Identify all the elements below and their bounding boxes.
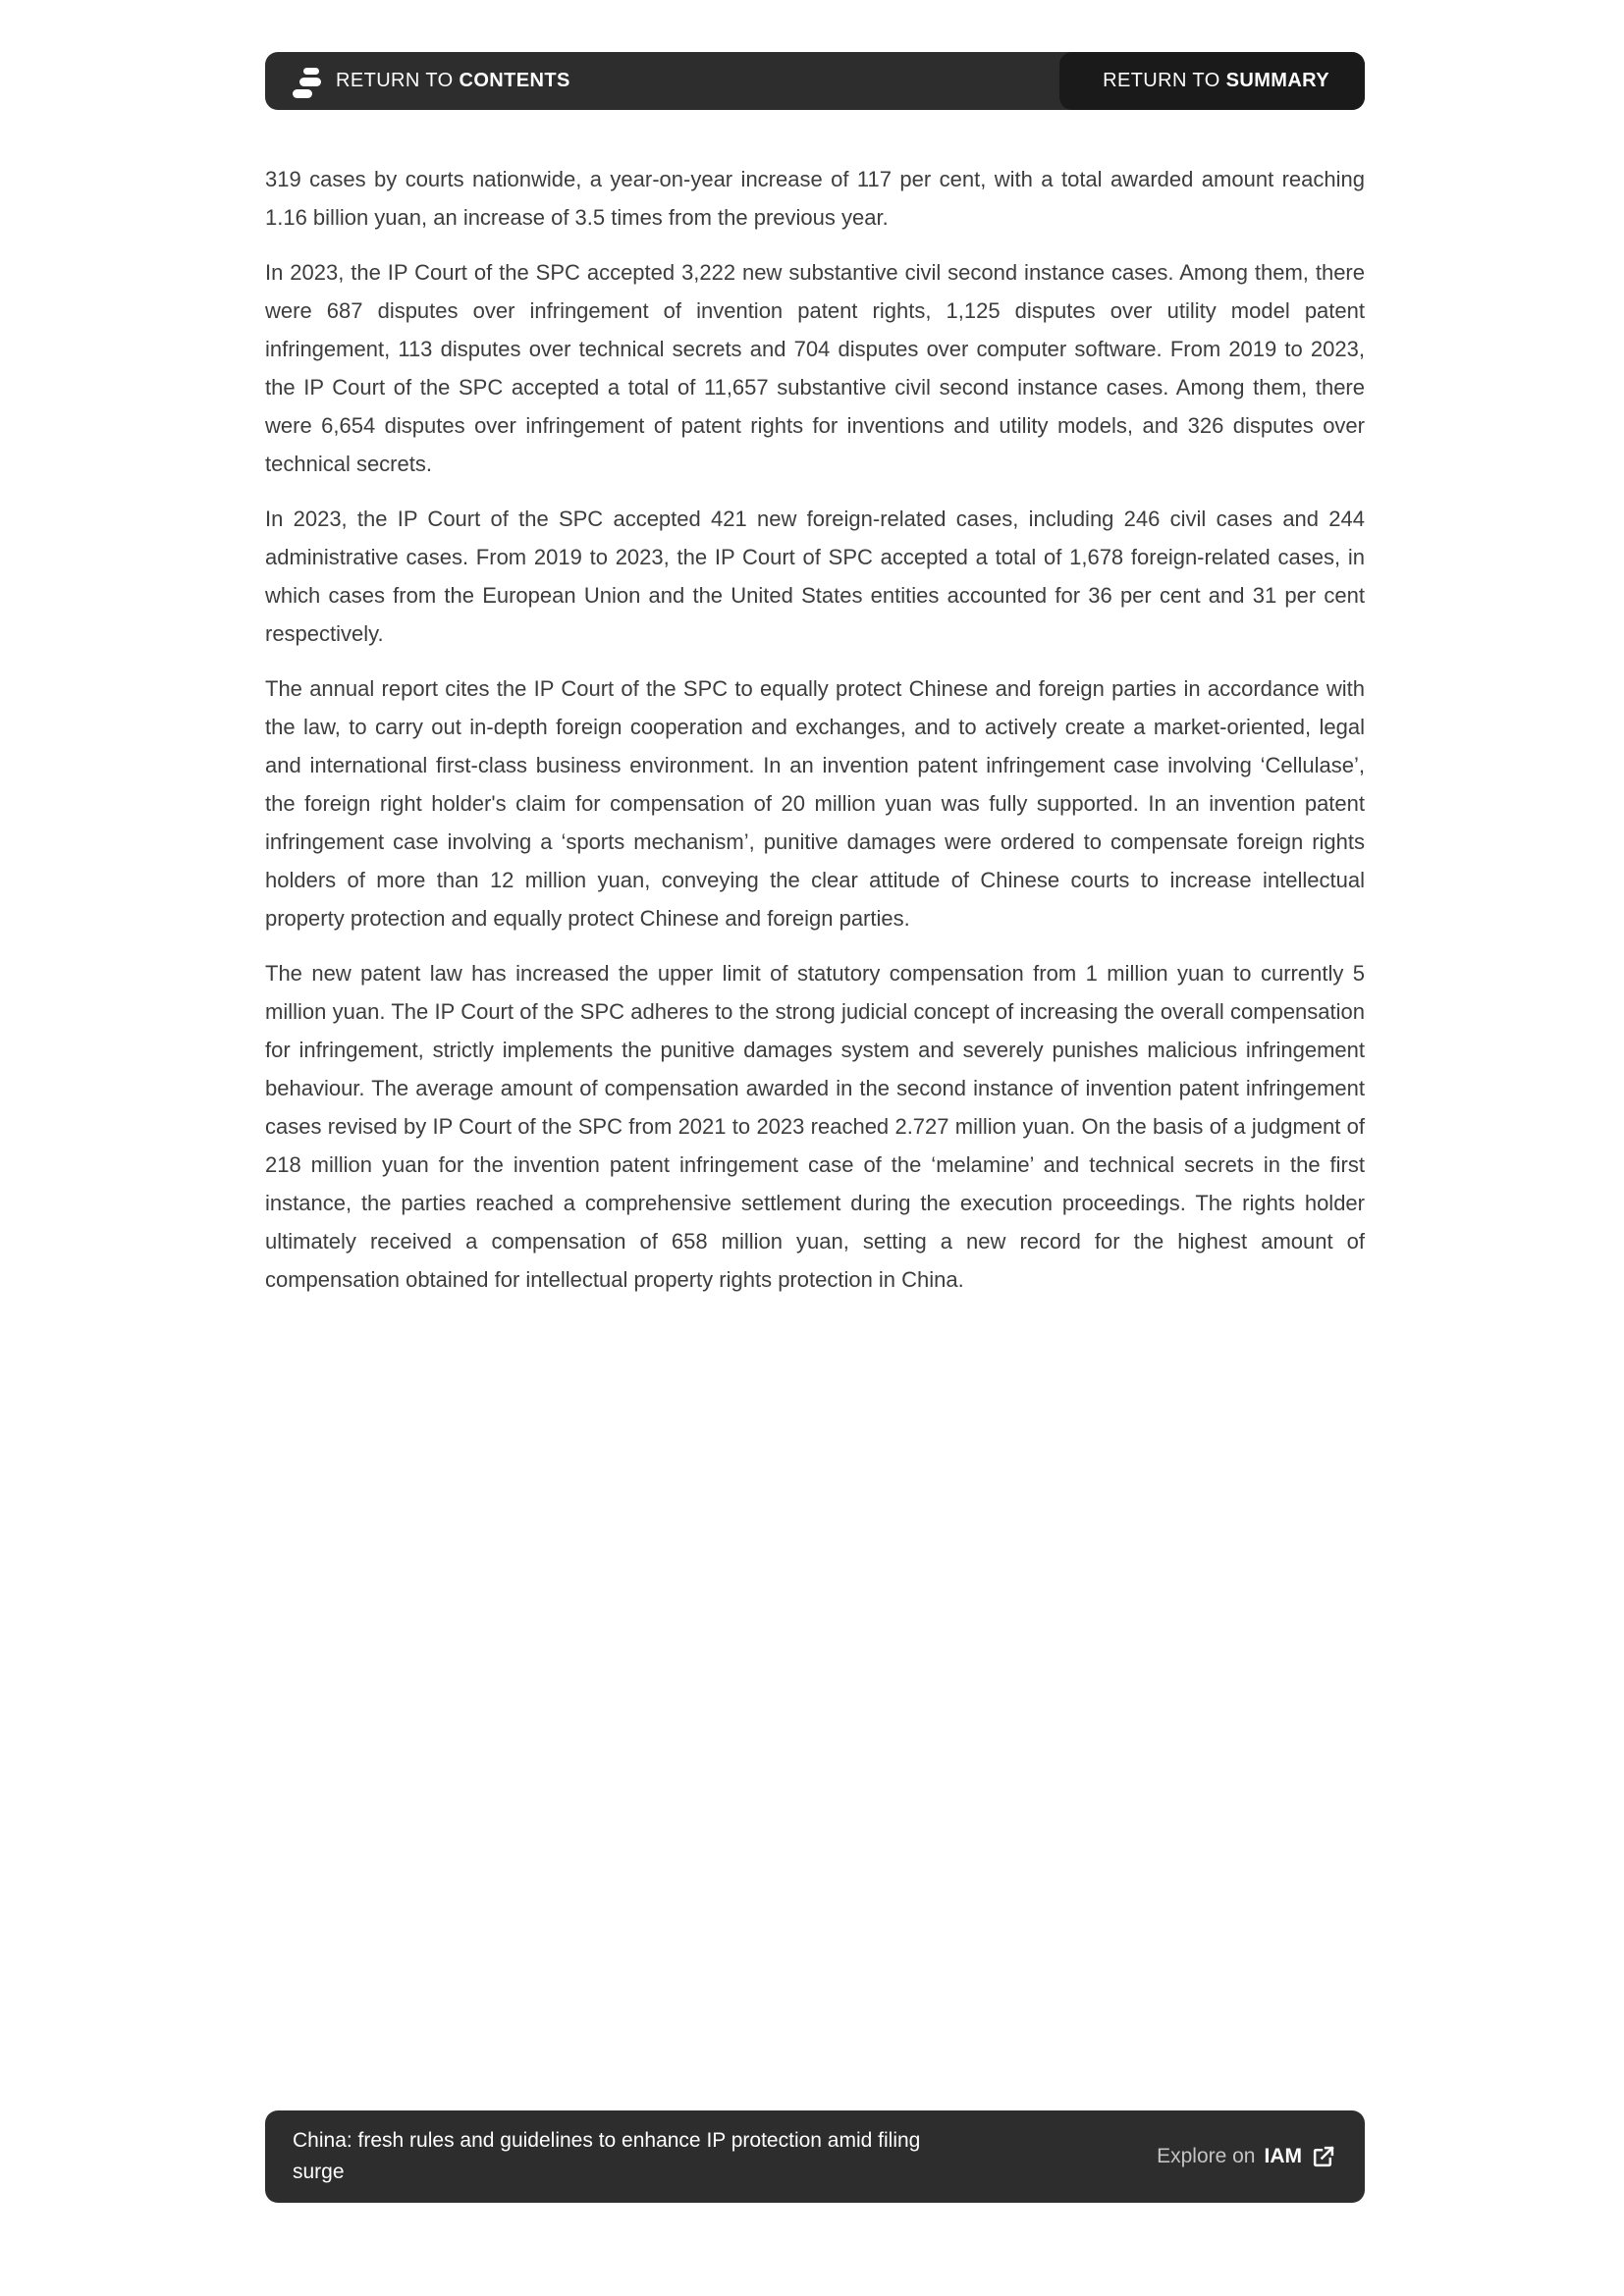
three-bars-logo-icon bbox=[293, 66, 322, 97]
return-to-contents-label: RETURN TO CONTENTS bbox=[336, 70, 570, 91]
paragraph-2: In 2023, the IP Court of the SPC accepted 3,222 new substantive civil second instance cases. Among them, there were 687 disputes over infringement of invention patent rights, 1,125 disputes over utility model patent infringement, 113 disputes over technical secrets and 704 disputes over computer software. From 2019 to 2023, the IP Court of the SPC accepted a total of 11,657 substantive civil second instance cases. Among them, there were 6,654 disputes over infringement of patent rights for inventions and utility models, and 326 disputes over technical secrets. bbox=[265, 260, 1365, 476]
footer-bar bbox=[265, 2110, 1365, 2203]
article-body bbox=[265, 160, 1365, 1299]
return-to-summary-label: RETURN TO SUMMARY bbox=[1103, 70, 1329, 91]
iam-brand-label: IAM bbox=[1264, 2145, 1302, 2167]
return-to-contents-link[interactable] bbox=[265, 52, 570, 110]
external-link-icon bbox=[1311, 2145, 1335, 2169]
return-to-summary-link[interactable] bbox=[1059, 52, 1365, 110]
paragraph-1: 319 cases by courts nationwide, a year-on-year increase of 117 per cent, with a total awarded amount reaching 1.16 billion yuan, an increase of 3.5 times from the previous year. bbox=[265, 167, 1365, 230]
article-title: China: fresh rules and guidelines to enhance IP protection amid filing surge bbox=[293, 2129, 921, 2183]
paragraph-4: The annual report cites the IP Court of the SPC to equally protect Chinese and foreign parties in accordance with the law, to carry out in-depth foreign cooperation and exchanges, and to actively create a market-oriented, legal and international first-class business environment. In an invention patent infringement case involving ‘Cellulase’, the foreign right holder's claim for compensation of 20 million yuan was fully supported. In an invention patent infringement case involving a ‘sports mechanism’, punitive damages were ordered to compensate foreign rights holders of more than 12 million yuan, conveying the clear attitude of Chinese courts to increase intellectual property protection and equally protect Chinese and foreign parties. bbox=[265, 676, 1365, 931]
explore-on-iam-link[interactable] bbox=[1157, 2145, 1335, 2169]
top-nav-bar bbox=[265, 52, 1365, 110]
explore-on-label: Explore on bbox=[1157, 2145, 1256, 2167]
paragraph-5: The new patent law has increased the upper limit of statutory compensation from 1 million yuan to currently 5 million yuan. The IP Court of the SPC adheres to the strong judicial concept of increasing the overall compensation for infringement, strictly implements the punitive damages system and severely punishes malicious infringement behaviour. The average amount of compensation awarded in the second instance of invention patent infringement cases revised by IP Court of the SPC from 2021 to 2023 reached 2.727 million yuan. On the basis of a judgment of 218 million yuan for the invention patent infringement case of the ‘melamine’ and technical secrets in the first instance, the parties reached a comprehensive settlement during the execution proceedings. The rights holder ultimately received a compensation of 658 million yuan, setting a new record for the highest amount of compensation obtained for intellectual property rights protection in China. bbox=[265, 961, 1365, 1292]
paragraph-3: In 2023, the IP Court of the SPC accepted 421 new foreign-related cases, including 246 civil cases and 244 administrative cases. From 2019 to 2023, the IP Court of SPC accepted a total of 1,678 foreign-related cases, in which cases from the European Union and the United States entities accounted for 36 per cent and 31 per cent respectively. bbox=[265, 507, 1365, 646]
